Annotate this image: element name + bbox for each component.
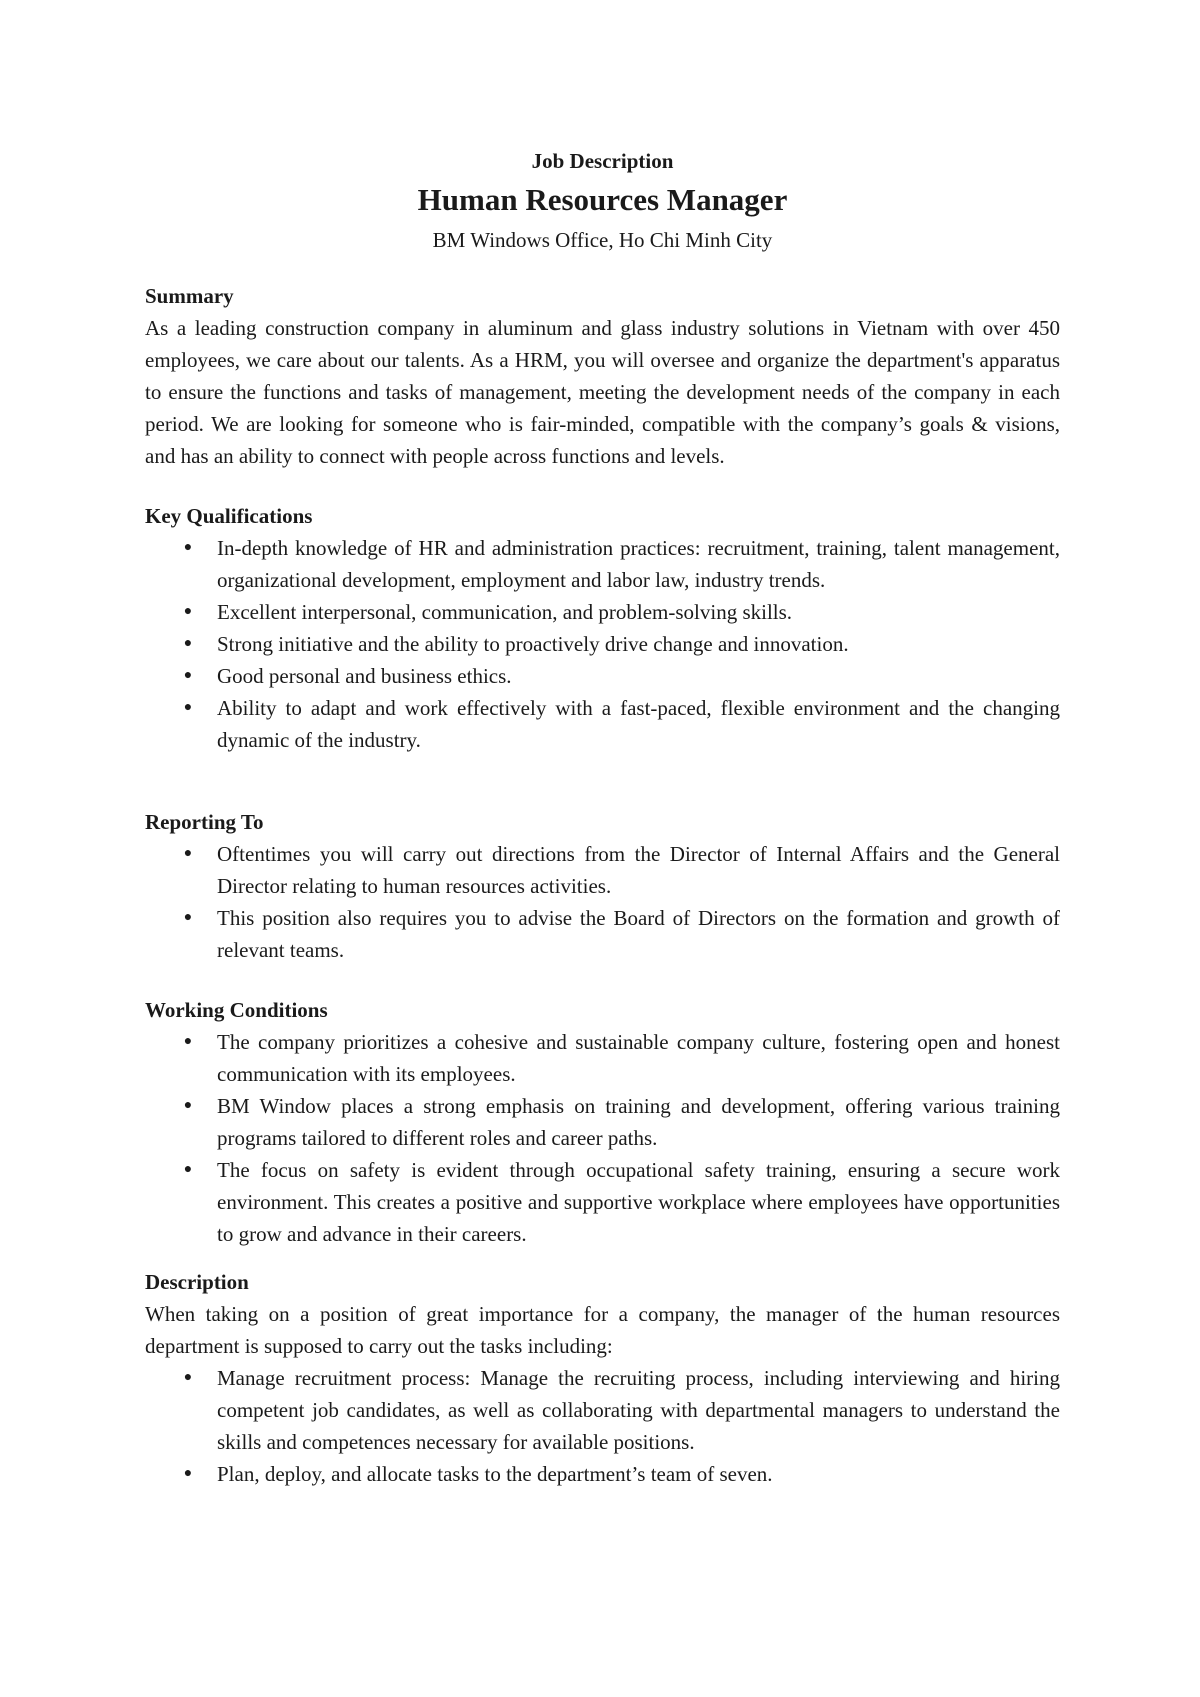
- list-item: [183, 838, 1060, 902]
- bullet-icon: ●: [183, 846, 193, 861]
- bullet-icon: ●: [183, 1466, 193, 1481]
- list-item-text: The focus on safety is evident through occupational safety training, ensuring a secure work environment. This creates a positive and supportive workplace where employees have opportunities to grow and advance in their careers.: [217, 1158, 1060, 1246]
- list-item: [183, 902, 1060, 966]
- summary-heading: Summary: [145, 284, 234, 308]
- bullet-icon: ●: [183, 1098, 193, 1113]
- list-item-text: Oftentimes you will carry out directions from the Director of Internal Affairs and the General Director relating to human resources activities.: [217, 842, 1060, 898]
- list-item: [183, 692, 1060, 756]
- list-item: [183, 1026, 1060, 1090]
- list-item-text: Manage recruitment process: Manage the recruiting process, including interviewing and hiring competent job candidates, as well as collaborating with departmental managers to understand the skills and competences necessary for available positions.: [217, 1366, 1060, 1454]
- bullet-icon: ●: [183, 1162, 193, 1177]
- bullet-icon: ●: [183, 604, 193, 619]
- document-type: Job Description: [531, 149, 674, 173]
- list-item-text: Good personal and business ethics.: [217, 664, 512, 688]
- conditions-section: [145, 994, 1060, 1250]
- list-item-text: In-depth knowledge of HR and administration practices: recruitment, training, talent management, organizational development, employment and labor law, industry trends.: [217, 536, 1060, 592]
- qualifications-section: [145, 500, 1060, 756]
- qualifications-list: [145, 532, 1060, 756]
- description-heading: Description: [145, 1270, 249, 1294]
- job-location: BM Windows Office, Ho Chi Minh City: [432, 228, 773, 252]
- reporting-heading: Reporting To: [145, 810, 264, 834]
- list-item-text: Plan, deploy, and allocate tasks to the department’s team of seven.: [217, 1462, 773, 1486]
- list-item-text: Ability to adapt and work effectively with a fast-paced, flexible environment and the changing dynamic of the industry.: [217, 696, 1060, 752]
- description-intro: When taking on a position of great importance for a company, the manager of the human resources department is supposed to carry out the tasks including:: [145, 1302, 1060, 1358]
- list-item-text: BM Window places a strong emphasis on training and development, offering various training programs tailored to different roles and career paths.: [217, 1094, 1060, 1150]
- list-item: [183, 1090, 1060, 1154]
- conditions-list: [145, 1026, 1060, 1250]
- bullet-icon: ●: [183, 636, 193, 651]
- summary-text: As a leading construction company in aluminum and glass industry solutions in Vietnam with over 450 employees, we care about our talents. As a HRM, you will oversee and organize the department's apparatus to ensure the functions and tasks of management, meeting the development needs of the company in each period. We are looking for someone who is fair-minded, compatible with the company’s goals & visions, and has an ability to connect with people across functions and levels.: [145, 316, 1060, 468]
- summary-section: [145, 280, 1060, 472]
- list-item-text: Strong initiative and the ability to proactively drive change and innovation.: [217, 632, 849, 656]
- list-item: [183, 1362, 1060, 1458]
- bullet-icon: ●: [183, 1370, 193, 1385]
- list-item: [183, 596, 1060, 628]
- list-item-text: Excellent interpersonal, communication, and problem-solving skills.: [217, 600, 793, 624]
- list-item: [183, 532, 1060, 596]
- list-item-text: This position also requires you to advise the Board of Directors on the formation and growth of relevant teams.: [217, 906, 1060, 962]
- list-item: [183, 1154, 1060, 1250]
- conditions-heading: Working Conditions: [145, 998, 328, 1022]
- bullet-icon: ●: [183, 700, 193, 715]
- description-section: [145, 1266, 1060, 1490]
- description-list: [145, 1362, 1060, 1490]
- bullet-icon: ●: [183, 540, 193, 555]
- list-item: [183, 1458, 1060, 1490]
- list-item: [183, 628, 1060, 660]
- job-title: Human Resources Manager: [417, 182, 788, 217]
- reporting-list: [145, 838, 1060, 966]
- bullet-icon: ●: [183, 910, 193, 925]
- reporting-section: [145, 806, 1060, 966]
- qualifications-heading: Key Qualifications: [145, 504, 313, 528]
- bullet-icon: ●: [183, 1034, 193, 1049]
- document-header: [145, 146, 1060, 256]
- bullet-icon: ●: [183, 668, 193, 683]
- list-item-text: The company prioritizes a cohesive and sustainable company culture, fostering open and honest communication with its employees.: [217, 1030, 1060, 1086]
- list-item: [183, 660, 1060, 692]
